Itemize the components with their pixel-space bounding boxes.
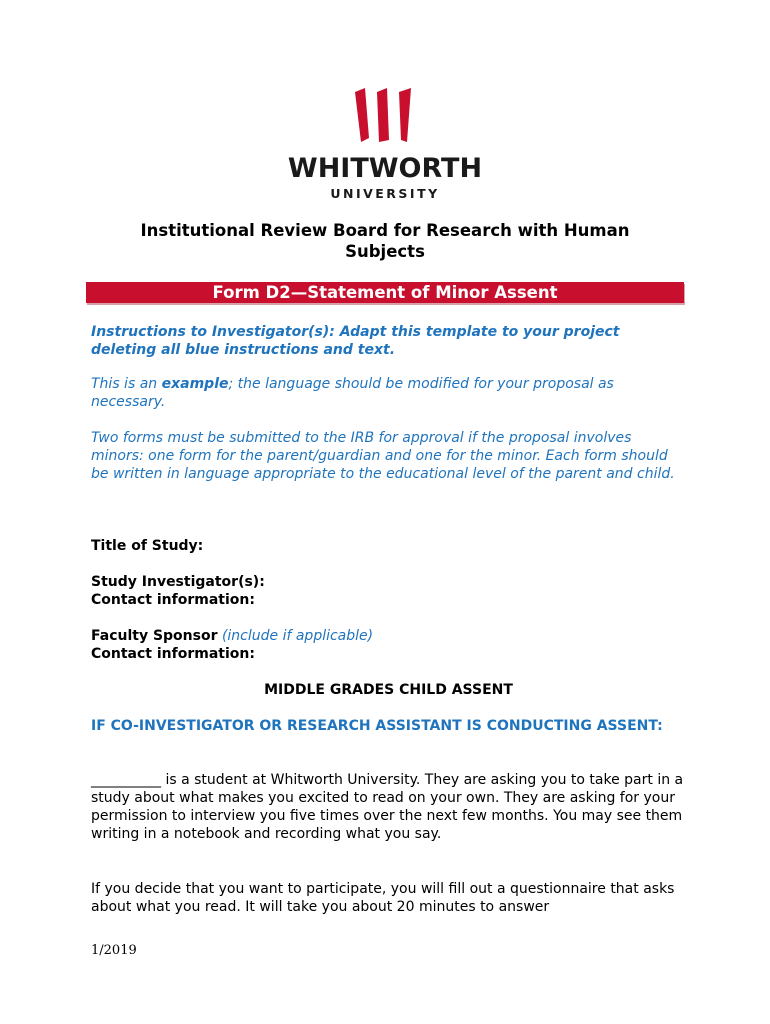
assent-heading: MIDDLE GRADES CHILD ASSENT bbox=[264, 682, 513, 698]
example-suffix: ; the language should be modified for your proposal as necessary. bbox=[91, 376, 614, 410]
example-prefix: This is an bbox=[91, 376, 162, 392]
instructions-heading: Instructions to Investigator(s): Adapt this template to your project deleting all blue instructions and text. bbox=[91, 324, 620, 358]
form-title-bar: Form D2—Statement of Minor Assent bbox=[86, 282, 684, 303]
university-logo bbox=[0, 88, 770, 202]
two-forms-note: Two forms must be submitted to the IRB for approval if the proposal involves minors: one form for the parent/guardian and one for the minor. Each form should be written in language appropriate to the educational level of the parent and child. bbox=[91, 430, 675, 482]
title-line-1: Institutional Review Board for Research with Human bbox=[140, 221, 630, 240]
example-word: example bbox=[161, 376, 229, 392]
faculty-sponsor-note: (include if applicable) bbox=[217, 628, 374, 644]
example-note bbox=[91, 375, 686, 411]
whitworth-mark-icon bbox=[355, 88, 415, 146]
faculty-sponsor-row bbox=[91, 627, 686, 645]
title-of-study-label: Title of Study: bbox=[91, 538, 204, 554]
page-title bbox=[100, 220, 670, 262]
study-investigators-label: Study Investigator(s): bbox=[91, 574, 265, 590]
logo-subtitle: UNIVERSITY bbox=[330, 186, 440, 201]
contact-info-label-1: Contact information: bbox=[91, 592, 255, 608]
assent-paragraph-2: If you decide that you want to participate, you will fill out a questionnaire that asks about what you read. It will take you about 20 minutes to answer bbox=[91, 881, 675, 915]
logo-name: WHITWORTH bbox=[287, 153, 483, 184]
footer-date: 1/2019 bbox=[91, 943, 137, 958]
assent-paragraph-1: __________ is a student at Whitworth University. They are asking you to take part in a study about what makes you excited to read on your own. They are asking for your permission to interview you five times over the next few months. You may see them writing in a notebook and recording what you say. bbox=[91, 772, 684, 842]
contact-info-label-2: Contact information: bbox=[91, 646, 255, 662]
assent-subheading: IF CO-INVESTIGATOR OR RESEARCH ASSISTANT IS CONDUCTING ASSENT: bbox=[91, 718, 663, 734]
title-line-2: Subjects bbox=[345, 242, 425, 261]
faculty-sponsor-label: Faculty Sponsor bbox=[91, 628, 218, 644]
